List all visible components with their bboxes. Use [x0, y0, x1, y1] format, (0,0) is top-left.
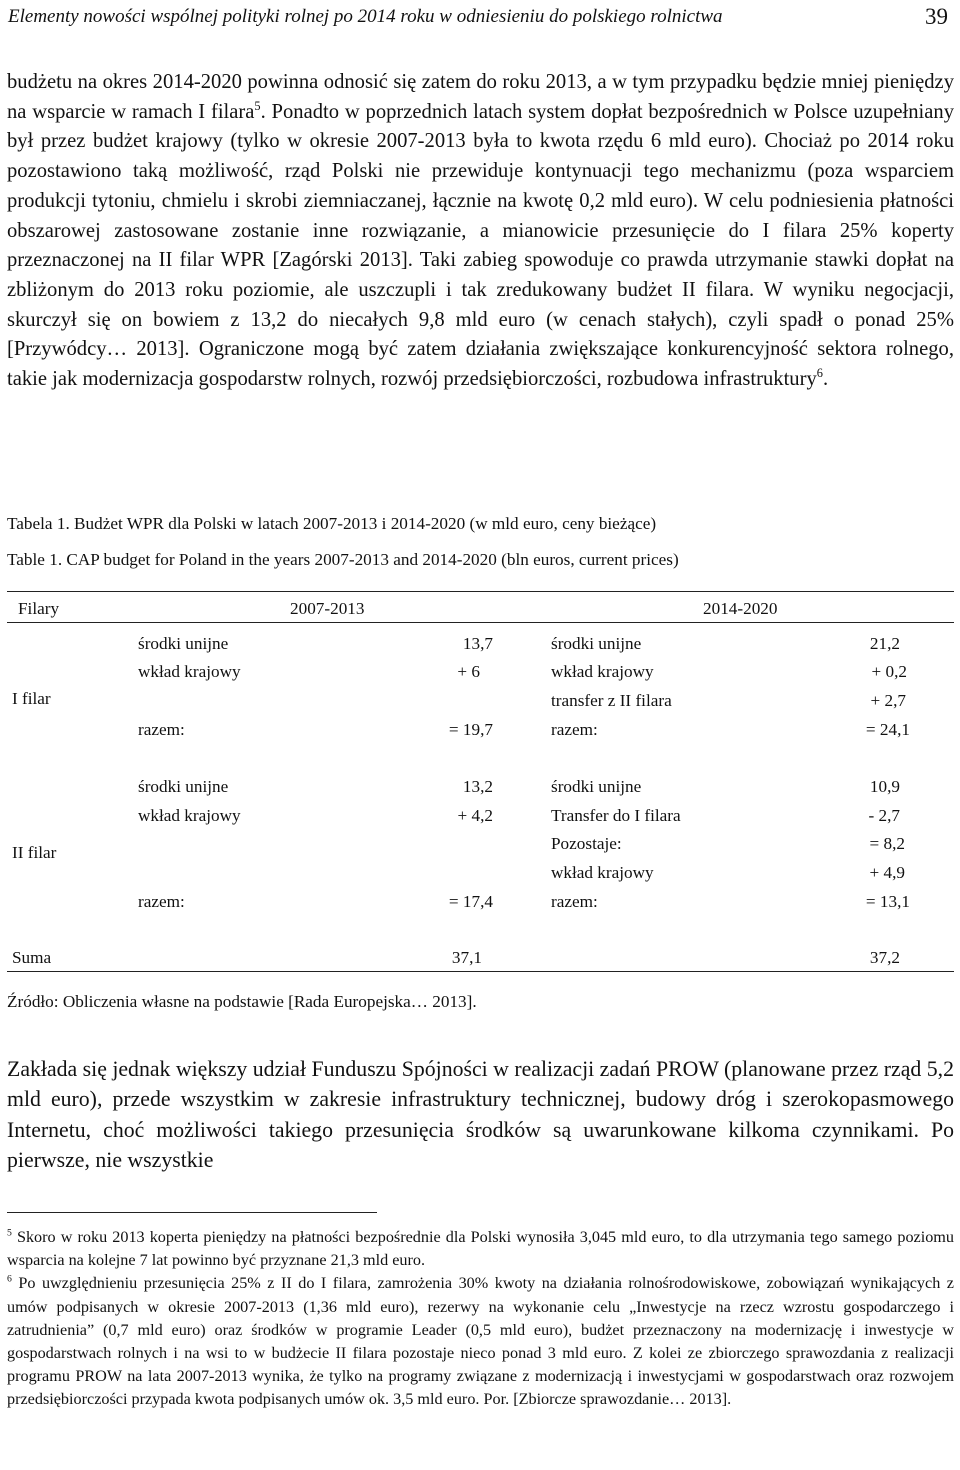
pillar-1-p2-value: + 0,2	[871, 662, 907, 681]
table-header-rule	[7, 622, 954, 623]
body-paragraph-1-part-b: . Ponadto w poprzednich latach system dopłat bezpośrednich w Polsce uzupełniany był przez budżet krajowy (tylko w okresie 2007-2013 była to kwota rzędu 6 mld euro). Chociaż po 2014 roku pozostawiono taką możliwość, rząd Polski nie przewiduje kontynuacji tego mechanizmu (poza wsparciem produkcji tytoniu, chmielu i skrobi ziemniaczanej, łącznie na kwotę 0,2 mld euro). W celu podniesienia płatności obszarowej zastosowane zostanie inne rozwiązanie, a mianowicie przesunięcie do I filara 25% koperty przeznaczonej na II filar WPR [Zagórski 2013]. Taki zabieg spowoduje co prawda utrzymanie stawki dopłat na zbliżonym do 2013 roku poziomie, ale uszczupli i tak zredukowany budżet II filara. W wyniku negocjacji, skurczył się on bowiem z 13,2 do niecałych 9,8 mld euro (w cenach stałych), czyli spadł o ponad 25% [Przywódcy… 2013]. Ograniczone mogą być zatem działania zwiększające konkurencyjność sektora rolnego, takie jak modernizacja gospodarstw rolnych, rozwój przedsiębiorczości, rozbudowa infrastruktury	[7, 100, 954, 391]
pillar-2-p2-label: Pozostaje:	[551, 834, 622, 853]
footnote-ref-5[interactable]: 5	[254, 98, 261, 113]
body-paragraph-1	[7, 68, 954, 395]
pillar-1-p1-label: wkład krajowy	[138, 662, 241, 681]
table-header-filary: Filary	[18, 599, 60, 618]
footnotes	[7, 1226, 954, 1412]
pillar-1-p1-label: środki unijne	[138, 634, 229, 653]
row-label-pillar-1: I filar	[12, 689, 51, 708]
running-header	[8, 4, 952, 34]
sum-2014-2020: 37,2	[869, 948, 900, 967]
pillar-2-p2-value: - 2,7	[868, 806, 900, 825]
pillar-1-p1-value: = 19,7	[448, 720, 493, 739]
pillar-2-p2-label: wkład krajowy	[551, 863, 654, 882]
pillar-2-p1-label: środki unijne	[138, 777, 229, 796]
pillar-1-p1-value: + 6	[457, 662, 480, 681]
pillar-2-p1-value: 13,2	[462, 777, 493, 796]
pillar-2-p1-label: wkład krajowy	[138, 806, 241, 825]
footnote-6-text: Po uwzględnieniu przesunięcia 25% z II do I filara, zamrożenia 30% kwoty na działania rolnośrodowiskowe, zobowiązań wynikających z umów podpisanych w okresie 2007-2013 (1,36 mld euro), rezerwy na wykonanie celu „Inwestycje na rzecz wzrostu gospodarczego i zatrudnienia” (0,7 mld euro) oraz środków w programie Leader (0,5 mld euro), budżet przeznaczony na modernizację i inwestycje w gospodarstwach rolnych i na wsi to w budżecie II filara pozostaje nieco ponad 3 mld euro. Z kolei ze zbiorczego sprawozdania z realizacji programu PROW na lata 2007-2013 wynika, że tylko na programy związane z modernizacją i inwestycjami w gospodarstwach oraz rozwojem przedsiębiorczości przypada kwota podpisanych umów ok. 3,5 mld euro. Por. [Zbiorcze sprawozdanie… 2013].	[7, 1274, 954, 1409]
footnote-5	[7, 1226, 954, 1272]
table-bottom-rule	[7, 971, 954, 972]
row-label-pillar-2: II filar	[12, 843, 57, 862]
pillar-2-p1-value: + 4,2	[457, 806, 493, 825]
pillar-2-p2-value: = 13,1	[865, 892, 910, 911]
pillar-2-p1-label: razem:	[138, 892, 185, 911]
pillar-1-p1-label: razem:	[138, 720, 185, 739]
table-caption-pl: Tabela 1. Budżet WPR dla Polski w latach 2007-2013 i 2014-2020 (w mld euro, ceny bieżące)	[7, 514, 657, 533]
pillar-2-p2-value: = 8,2	[869, 834, 905, 853]
pillar-1-p2-label: transfer z II filara	[551, 691, 672, 710]
pillar-2-p2-label: środki unijne	[551, 777, 642, 796]
pillar-2-p2-label: Transfer do I filara	[551, 806, 681, 825]
table-source: Źródło: Obliczenia własne na podstawie [Rada Europejska… 2013].	[7, 992, 477, 1011]
pillar-2-p2-value: 10,9	[869, 777, 900, 796]
pillar-1-p2-value: = 24,1	[865, 720, 910, 739]
table-caption-en: Table 1. CAP budget for Poland in the years 2007-2013 and 2014-2020 (bln euros, current prices)	[7, 550, 679, 569]
footnote-5-number: 5	[7, 1227, 12, 1239]
footnote-6-number: 6	[7, 1274, 12, 1286]
body-paragraph-1-part-c: .	[822, 368, 829, 391]
body-paragraph-2: Zakłada się jednak większy udział Funduszu Spójności w realizacji zadań PROW (planowane przez rząd 5,2 mld euro), przede wszystkim w zakresie infrastruktury technicznej, budowy dróg i szerokopasmowego Internetu, choć możliwości takiego przesunięcia środków są uwarunkowane kilkoma czynnikami. Po pierwsze, nie wszystkie	[7, 1057, 954, 1173]
footnote-5-text: Skoro w roku 2013 koperta pieniędzy na płatności bezpośrednie dla Polski wynosiła 3,045 mld euro, to dla utrzymania tego samego poziomu wsparcia na kolejne 7 lat powinno być przyznane 21,3 mld euro.	[7, 1228, 954, 1270]
pillar-1-p2-value: 21,2	[869, 634, 900, 653]
pillar-1-p1-value: 13,7	[462, 634, 493, 653]
pillar-1-p2-label: środki unijne	[551, 634, 642, 653]
footnote-separator	[7, 1212, 377, 1213]
pillar-2-p2-label: razem:	[551, 892, 598, 911]
row-label-sum: Suma	[12, 948, 52, 967]
table-header-2014-2020: 2014-2020	[703, 599, 778, 618]
pillar-2-p2-value: + 4,9	[869, 863, 905, 882]
table-top-rule	[7, 591, 954, 592]
pillar-1-p2-value: + 2,7	[870, 691, 906, 710]
pillar-2-p1-value: = 17,4	[448, 892, 493, 911]
running-header-title: Elementy nowości wspólnej polityki rolnej po 2014 roku w odniesieniu do polskiego rolnictwa	[8, 6, 723, 27]
table-header-2007-2013: 2007-2013	[290, 599, 365, 618]
footnote-ref-6[interactable]: 6	[816, 366, 823, 381]
pillar-1-p2-label: razem:	[551, 720, 598, 739]
page-number: 39	[925, 4, 948, 29]
body-paragraph-1-part-a: budżetu na okres 2014-2020 powinna odnosić się zatem do roku 2013, a w tym przypadku będzie mniej pieniędzy na wsparcie w ramach I filara	[7, 71, 954, 123]
footnote-6	[7, 1272, 954, 1411]
pillar-1-p2-label: wkład krajowy	[551, 662, 654, 681]
sum-2007-2013: 37,1	[451, 948, 482, 967]
